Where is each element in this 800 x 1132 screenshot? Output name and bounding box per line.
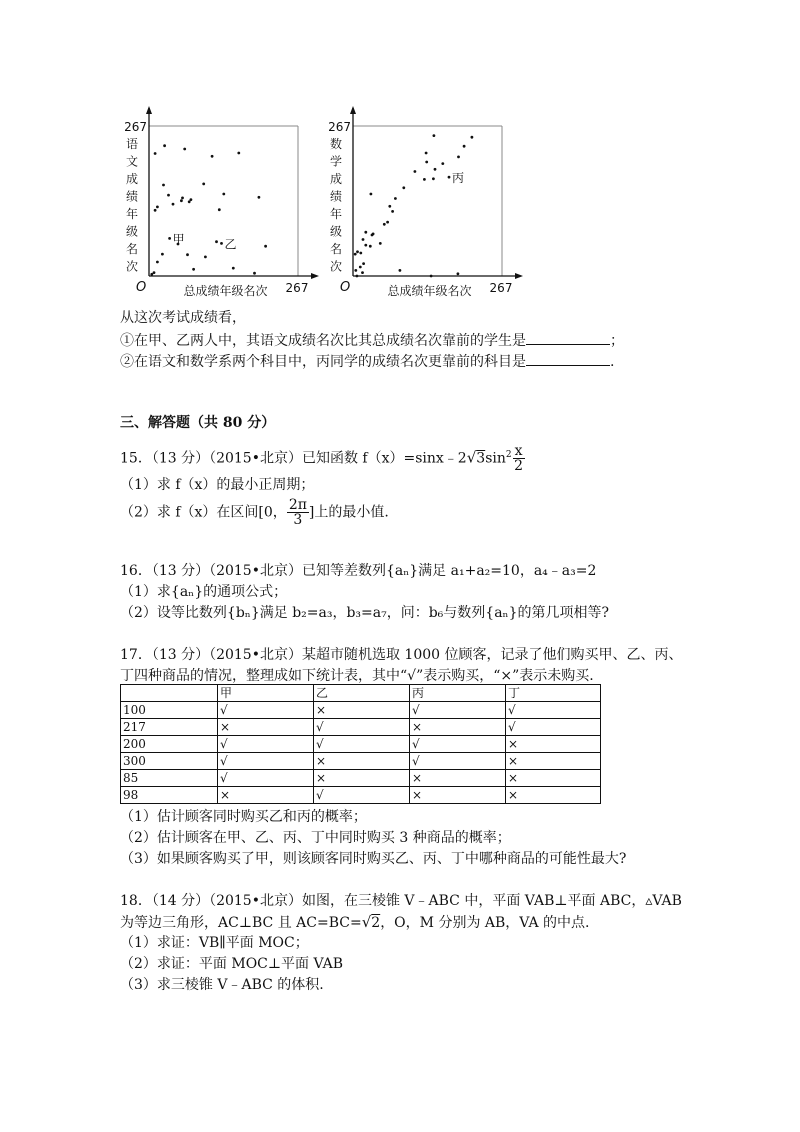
x-max-label: 267 — [489, 281, 513, 295]
purchase-stat-table — [120, 684, 601, 804]
q14-part1: ①在甲、乙两人中，其语文成绩名次比其总成绩名次靠前的学生是 ； — [120, 330, 624, 350]
data-point — [391, 210, 394, 213]
y-max-label: 267 — [124, 120, 147, 134]
data-point — [258, 196, 261, 199]
table-cell: × — [218, 719, 314, 736]
table-cell: 300 — [121, 753, 218, 770]
data-point — [232, 267, 235, 270]
table-cell: × — [506, 787, 601, 804]
table-cell: × — [506, 736, 601, 753]
data-point — [359, 266, 362, 269]
data-point — [156, 261, 159, 264]
answer-blank-2[interactable] — [526, 351, 610, 366]
y-label-char: 成 — [125, 172, 139, 186]
table-header-cell: 丙 — [410, 685, 506, 702]
y-label-char: 绩 — [125, 189, 139, 204]
point-label: 乙 — [224, 237, 237, 252]
data-point — [430, 275, 433, 278]
data-point — [161, 253, 164, 256]
y-label-char: 名 — [329, 242, 343, 256]
data-point — [432, 177, 435, 180]
table-cell: × — [314, 753, 410, 770]
data-point — [356, 250, 359, 253]
origin-label: O — [136, 280, 147, 295]
data-point — [192, 268, 195, 271]
data-point — [379, 242, 382, 245]
table-cell: √ — [314, 719, 410, 736]
data-point — [162, 184, 165, 187]
data-point — [156, 206, 159, 209]
y-label-char: 级 — [329, 224, 343, 239]
y-axis-arrow — [350, 106, 356, 114]
y-max-label: 267 — [328, 120, 351, 134]
data-point — [414, 170, 417, 173]
y-axis-arrow — [146, 106, 152, 114]
q18-stem-line1: 18．（14 分）（2015•北京）如图，在三棱锥 V﹣ABC 中，平面 VAB⊥平面 ABC，▵VAB — [120, 893, 682, 909]
data-point — [180, 199, 183, 202]
y-label-char: 绩 — [329, 189, 343, 204]
data-point — [386, 221, 389, 224]
table-header-cell: 乙 — [314, 685, 410, 702]
data-point — [364, 244, 367, 247]
annotated-point — [448, 176, 451, 179]
data-point — [183, 148, 186, 151]
q18-stem-line2: 为等边三角形，AC⊥BC 且 AC=BC=√2，O，M 分别为 AB，VA 的中点. — [120, 913, 590, 931]
q15-part1: （1）求 f（x）的最小正周期； — [120, 477, 315, 493]
q16-part1: （1）求{aₙ}的通项公式； — [120, 584, 288, 600]
table-cell: 217 — [121, 719, 218, 736]
q17-stem-line1: 17．（13 分）（2015•北京）某超市随机选取 1000 位顾客，记录了他们购买甲、乙、丙、 — [120, 647, 683, 663]
y-label-char: 语 — [125, 137, 139, 151]
table-cell: √ — [410, 702, 506, 719]
data-point — [370, 193, 373, 196]
data-point — [218, 208, 221, 211]
y-label-char: 数 — [329, 137, 343, 151]
data-point — [172, 203, 175, 206]
data-point — [433, 134, 436, 137]
data-point — [457, 156, 460, 159]
q18-part1: （1）求证：VB∥平面 MOC； — [120, 935, 309, 951]
table-header-row — [121, 685, 601, 702]
data-point — [167, 194, 170, 197]
table-row — [121, 787, 601, 804]
data-point — [153, 271, 156, 274]
table-row — [121, 770, 601, 787]
table-cell: × — [410, 770, 506, 787]
data-point — [388, 205, 391, 208]
section-title: 三、解答题（共 80 分） — [120, 415, 276, 431]
table-header-cell — [121, 685, 218, 702]
data-point — [354, 253, 357, 256]
data-point — [362, 238, 365, 241]
data-point — [204, 256, 207, 259]
data-point — [364, 231, 367, 234]
data-point — [181, 197, 184, 200]
table-cell: √ — [506, 719, 601, 736]
point-label: 甲 — [172, 232, 185, 247]
data-point — [356, 275, 359, 278]
table-header-cell: 甲 — [218, 685, 314, 702]
table-header-cell: 丁 — [506, 685, 601, 702]
data-point — [471, 136, 474, 139]
table-cell: √ — [218, 702, 314, 719]
data-point — [188, 200, 191, 203]
chart-math-rank — [316, 104, 526, 304]
data-point — [264, 245, 267, 248]
data-point — [253, 272, 256, 275]
table-cell: × — [506, 770, 601, 787]
y-label-char: 成 — [329, 172, 343, 186]
table-cell: √ — [314, 787, 410, 804]
q14-part2: ②在语文和数学系两个科目中，丙同学的成绩名次更靠前的科目是 . — [120, 351, 614, 371]
q14-intro: 从这次考试成绩看， — [120, 310, 246, 326]
q15-part2: （2）求 f（x）在区间[0， $\frac{2\pi}{3}$ ]上的最小值. — [120, 497, 389, 528]
data-point — [441, 162, 444, 165]
data-point — [186, 253, 189, 256]
table-cell: × — [410, 719, 506, 736]
data-point — [150, 273, 153, 276]
table-cell: × — [218, 787, 314, 804]
data-point — [425, 161, 428, 164]
table-cell: √ — [314, 736, 410, 753]
x-axis-arrow — [515, 273, 523, 279]
data-point — [362, 262, 365, 265]
data-point — [361, 271, 364, 274]
data-point — [154, 152, 157, 155]
y-label-char: 年 — [125, 207, 139, 221]
q17-stem-line2: 丁四种商品的情况，整理成如下统计表，其中“√”表示购买，“×”表示未购买. — [120, 668, 594, 684]
chart-chinese-rank — [112, 104, 322, 304]
table-cell: 98 — [121, 787, 218, 804]
y-label-char: 次 — [329, 259, 343, 274]
annotated-point — [220, 242, 223, 245]
table-cell: × — [506, 753, 601, 770]
q15-stem: 15．（13 分）（2015•北京）已知函数 $f(x)=\sin x﹣2√3\sin^2$ $\frac{x}{2}$ — [120, 443, 524, 474]
data-point — [457, 272, 460, 275]
y-label-char: 次 — [125, 259, 139, 274]
point-label: 丙 — [452, 171, 465, 186]
data-point — [359, 252, 362, 255]
table-cell: √ — [218, 770, 314, 787]
q18-part2: （2）求证：平面 MOC⊥平面 VAB — [120, 956, 344, 972]
table-cell: 200 — [121, 736, 218, 753]
table-row — [121, 702, 601, 719]
x-axis-label: 总成绩年级名次 — [387, 284, 472, 298]
table-cell: √ — [410, 736, 506, 753]
q17-part3: （3）如果顾客购买了甲，则该顾客同时购买乙、丙、丁中哪种商品的可能性最大? — [120, 851, 627, 867]
y-label-char: 年 — [329, 207, 343, 221]
data-point — [215, 240, 218, 243]
data-point — [354, 269, 357, 272]
y-label-char: 文 — [125, 154, 139, 169]
data-point — [402, 186, 405, 189]
origin-label: O — [340, 280, 351, 295]
data-point — [202, 183, 205, 186]
data-point — [425, 152, 428, 155]
y-label-char: 级 — [125, 224, 139, 239]
table-row — [121, 736, 601, 753]
data-point — [222, 193, 225, 196]
table-row — [121, 753, 601, 770]
x-max-label: 267 — [285, 281, 309, 295]
answer-blank-1[interactable] — [526, 330, 610, 345]
table-cell: √ — [218, 736, 314, 753]
table-row — [121, 719, 601, 736]
data-point — [190, 198, 193, 201]
y-label-char: 名 — [125, 242, 139, 256]
annotated-point — [168, 237, 171, 240]
data-point — [369, 245, 372, 248]
q16-part2: （2）设等比数列{bₙ}满足 b₂=a₃，b₃=a₇，问：b₆与数列{aₙ}的第几项相等? — [120, 605, 610, 621]
data-point — [434, 168, 437, 171]
data-point — [423, 178, 426, 181]
data-point — [372, 233, 375, 236]
q18-part3: （3）求三棱锥 V﹣ABC 的体积. — [120, 977, 324, 993]
q16-stem: 16．（13 分）（2015•北京）已知等差数列{aₙ}满足 a₁+a₂=10，a₄﹣a₃=2 — [120, 563, 597, 579]
data-point — [163, 144, 166, 147]
data-point — [394, 197, 397, 200]
data-point — [399, 269, 402, 272]
data-point — [211, 155, 214, 158]
q17-part1: （1）估计顾客同时购买乙和丙的概率； — [120, 809, 367, 825]
table-cell: 85 — [121, 770, 218, 787]
data-point — [237, 152, 240, 155]
table-cell: × — [314, 702, 410, 719]
table-cell: × — [410, 787, 506, 804]
data-point — [154, 209, 157, 212]
data-point — [383, 223, 386, 226]
data-point — [463, 145, 466, 148]
y-label-char: 学 — [329, 154, 343, 169]
table-cell: × — [314, 770, 410, 787]
table-cell: 100 — [121, 702, 218, 719]
x-axis-label: 总成绩年级名次 — [183, 284, 268, 298]
table-cell: √ — [506, 702, 601, 719]
q17-part2: （2）估计顾客在甲、乙、丙、丁中同时购买 3 种商品的概率； — [120, 830, 511, 846]
table-cell: √ — [410, 753, 506, 770]
table-cell: √ — [218, 753, 314, 770]
